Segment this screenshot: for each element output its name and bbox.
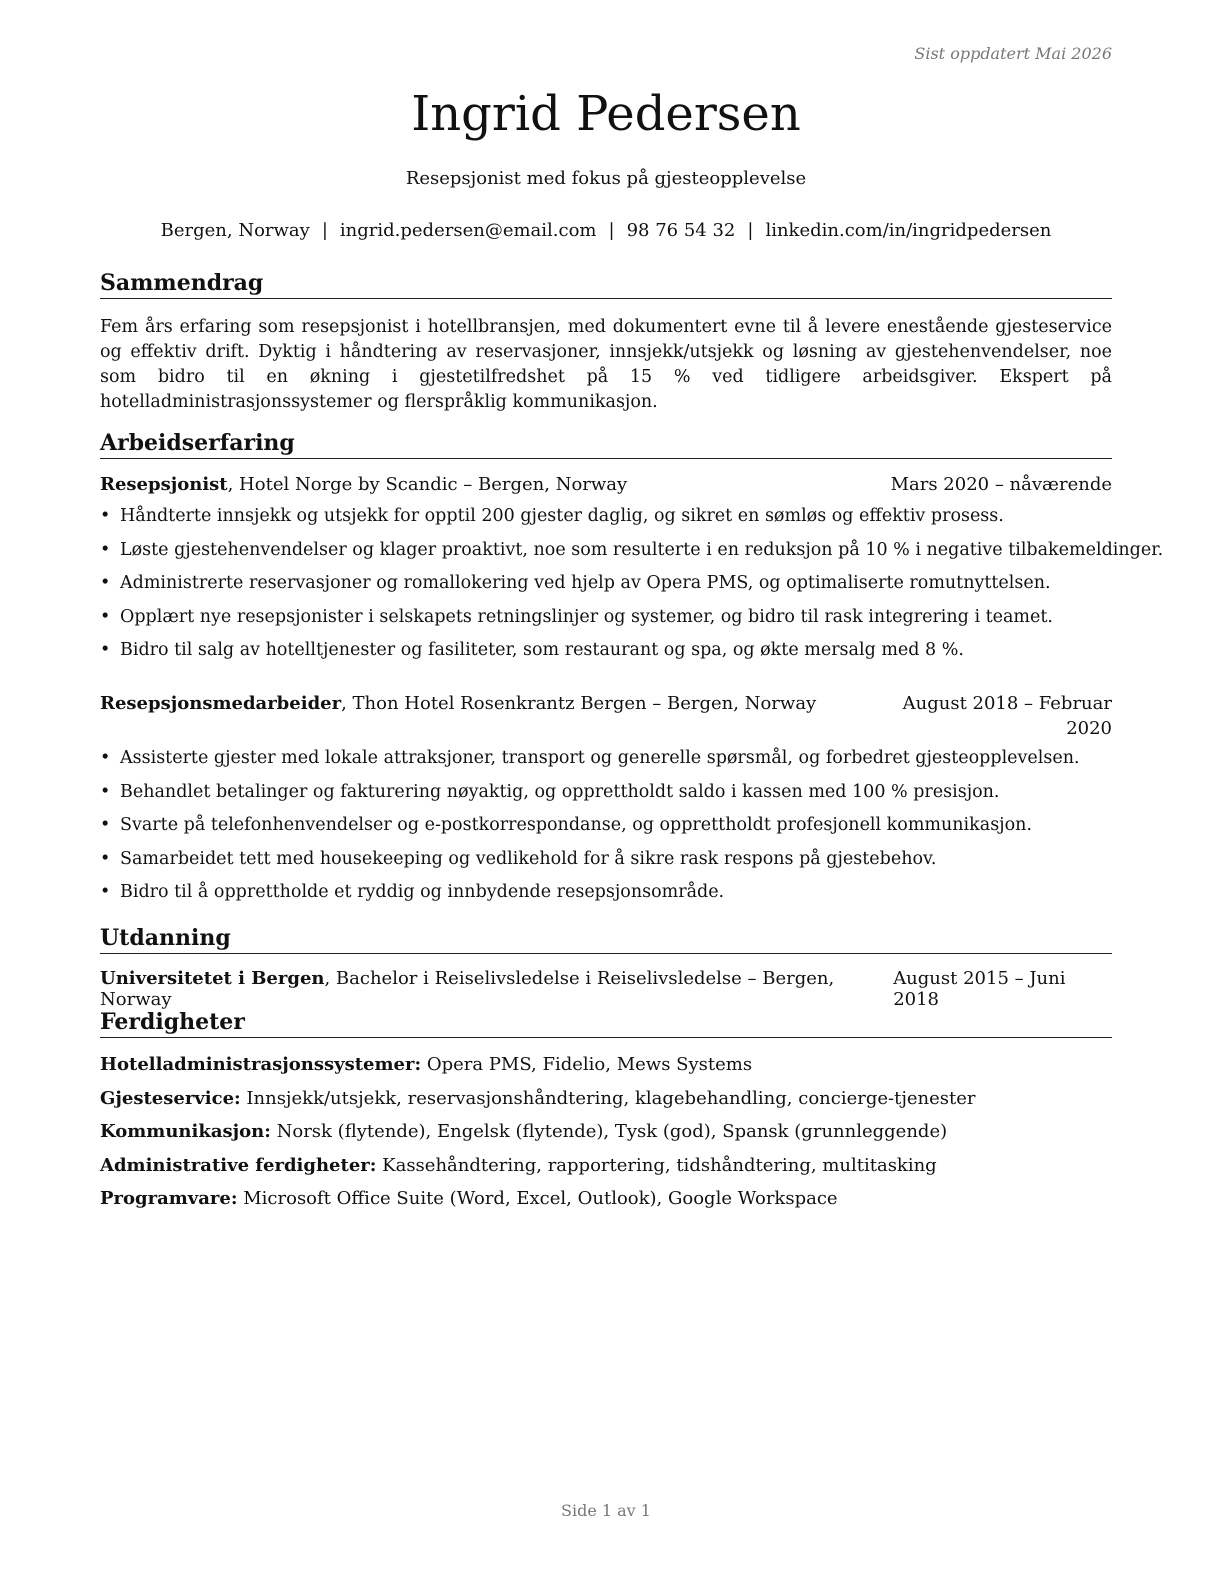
list-item: • Administrerte reservasjoner og romallokering ved hjelp av Opera PMS, og optimaliserte romutnyttelsen. — [100, 570, 1130, 604]
job-title-line — [100, 474, 627, 495]
list-item: • Samarbeidet tett med housekeeping og vedlikehold for å sikre rask respons på gjestebehov. — [100, 846, 1130, 880]
last-updated: Sist oppdatert Mai 2026 — [914, 44, 1112, 63]
job-bullet-list — [100, 503, 1164, 671]
education-school: Universitetet i Bergen — [100, 968, 325, 989]
contact-separator: | — [608, 220, 615, 241]
skills-list — [100, 1052, 1112, 1220]
job-title: Resepsjonsmedarbeider — [100, 693, 342, 714]
list-item: • Opplært nye resepsjonister i selskapets retningslinjer og systemer, og bidro til rask integrering i teamet. — [100, 604, 1130, 638]
page-number: Side 1 av 1 — [561, 1501, 651, 1520]
job-title: Resepsjonist — [100, 474, 228, 495]
skill-value: Norsk (flytende), Engelsk (flytende), Tysk (god), Spansk (grunnleggende) — [270, 1121, 948, 1143]
skill-row — [100, 1052, 1112, 1086]
list-item: • Bidro til salg av hotelltjenester og fasiliteter, som restaurant og spa, og økte mersalg med 8 %. — [100, 637, 1130, 671]
contact-email[interactable]: ingrid.pedersen@email.com — [339, 220, 597, 241]
skill-label: Gjesteservice: — [100, 1087, 241, 1109]
candidate-name: Ingrid Pedersen — [411, 86, 801, 142]
list-item: • Løste gjestehenvendelser og klager proaktivt, noe som resulterte i en reduksjon på 10 % i negative tilbakemeldinger. — [100, 537, 1130, 571]
list-item: • Behandlet betalinger og fakturering nøyaktig, og opprettholdt saldo i kassen med 100 % presisjon. — [100, 779, 1130, 813]
job-bullet-list — [100, 745, 1130, 913]
job-dates: August 2018 – Februar 2020 — [902, 693, 1112, 739]
section-heading-skills: Ferdigheter — [100, 1009, 1112, 1038]
skill-row — [100, 1153, 1112, 1187]
skill-value: Opera PMS, Fidelio, Mews Systems — [421, 1054, 753, 1075]
skill-label: Kommunikasjon: — [100, 1121, 271, 1143]
job-header — [100, 474, 1112, 495]
skill-label: Administrative ferdigheter: — [100, 1154, 377, 1176]
skill-label: Hotelladministrasjonssystemer: — [100, 1054, 422, 1075]
list-item: • Håndterte innsjekk og utsjekk for opptil 200 gjester daglig, og sikret en sømløs og effektiv prosess. — [100, 503, 1130, 537]
contact-line — [100, 220, 1112, 241]
section-heading-education: Utdanning — [100, 925, 1112, 954]
education-line — [100, 968, 893, 1010]
skill-value: Innsjekk/utsjekk, reservasjonshåndtering, klagebehandling, concierge-tjenester — [240, 1087, 976, 1109]
skill-value: Microsoft Office Suite (Word, Excel, Outlook), Google Workspace — [237, 1188, 838, 1210]
contact-separator: | — [747, 220, 754, 241]
job-dates: Mars 2020 – nåværende — [890, 474, 1112, 495]
job-title-line — [100, 691, 816, 741]
job-header — [100, 691, 1112, 741]
skill-label: Programvare: — [100, 1188, 238, 1210]
list-item: • Bidro til å opprettholde et ryddig og innbydende resepsjonsområde. — [100, 879, 1130, 913]
contact-separator: | — [321, 220, 328, 241]
skill-row — [100, 1186, 1112, 1220]
skill-row — [100, 1086, 1112, 1120]
job-employer: , Thon Hotel Rosenkrantz Bergen – Bergen, Norway — [341, 693, 817, 714]
contact-phone: 98 76 54 32 — [626, 220, 736, 241]
summary-text: Fem års erfaring som resepsjonist i hotellbransjen, med dokumentert evne til å levere enestående gjesteservice og effektiv drift. Dyktig i håndtering av reservasjoner, innsjekk/utsjekk og løsning av gjestehenvendelser, noe som bidro til en økning i gjestetilfredshet på 15 % ved tidligere arbeidsgiver. Ekspert på hotelladministrasjonssystemer og flerspråklig kommunikasjon. — [100, 317, 1112, 412]
skill-value: Kassehåndtering, rapportering, tidshåndtering, multitasking — [376, 1154, 937, 1176]
skill-row — [100, 1119, 1112, 1153]
job-employer: , Hotel Norge by Scandic – Bergen, Norway — [227, 474, 628, 495]
education-dates: August 2015 – Juni 2018 — [893, 968, 1066, 1010]
contact-location: Bergen, Norway — [160, 220, 310, 241]
tagline: Resepsjonist med fokus på gjesteopplevelse — [405, 168, 807, 189]
list-item: • Svarte på telefonhenvendelser og e-postkorrespondanse, og opprettholdt profesjonell kommunikasjon. — [100, 812, 1130, 846]
contact-linkedin[interactable]: linkedin.com/in/ingridpedersen — [765, 220, 1052, 241]
section-heading-experience: Arbeidserfaring — [100, 430, 1112, 459]
section-heading-summary: Sammendrag — [100, 270, 1112, 299]
list-item: • Assisterte gjester med lokale attraksjoner, transport og generelle spørsmål, og forbedret gjesteopplevelsen. — [100, 745, 1130, 779]
education-degree: , Bachelor i Reiselivsledelse i Reiselivsledelse – Bergen, Norway — [100, 968, 835, 1010]
education-entry — [100, 968, 1112, 1010]
